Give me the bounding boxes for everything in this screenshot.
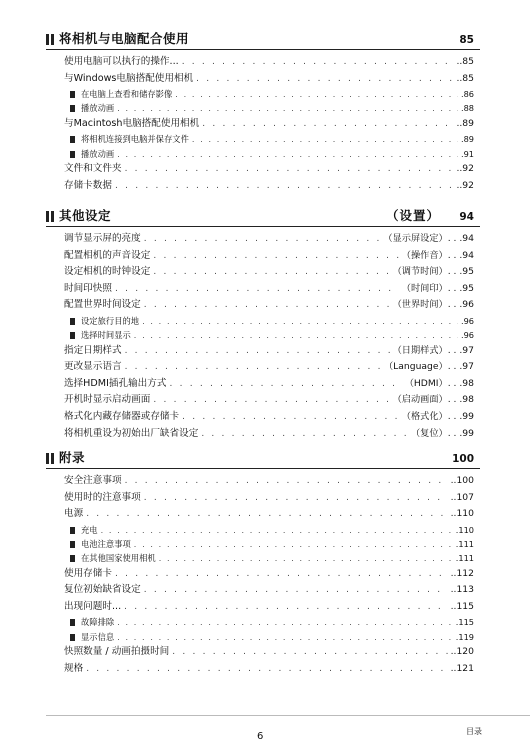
entry-title: 电源 bbox=[64, 508, 84, 520]
entry-title: 配置世界时间设定 bbox=[64, 299, 141, 311]
toc-entry[interactable] bbox=[64, 359, 474, 376]
entry-title: 在其他国家使用相机 bbox=[81, 553, 156, 564]
dot-leader bbox=[182, 409, 399, 426]
bullet-icon bbox=[70, 555, 75, 562]
toc-entry[interactable] bbox=[64, 231, 474, 248]
toc-entry[interactable] bbox=[64, 392, 474, 409]
entry-title: 调节显示屏的亮度 bbox=[64, 233, 141, 244]
entry-title: 存储卡数据 bbox=[64, 179, 112, 191]
entry-page-number: .89 bbox=[460, 134, 474, 145]
toc-subentry[interactable] bbox=[64, 615, 474, 629]
dot-leader bbox=[201, 426, 408, 443]
dot-leader bbox=[144, 231, 381, 248]
dot-leader bbox=[153, 248, 398, 265]
dot-leader bbox=[182, 54, 454, 71]
toc-entry[interactable] bbox=[64, 54, 474, 71]
entry-page-number: ..113 bbox=[450, 584, 474, 596]
bullet-icon bbox=[70, 541, 75, 548]
toc-subentry[interactable] bbox=[64, 630, 474, 644]
entry-page-number: （日期样式）. . .97 bbox=[392, 344, 474, 356]
entry-title: 出现问题时... bbox=[64, 600, 122, 612]
section-label: （设置） bbox=[385, 208, 440, 223]
entry-title: 播放动画 bbox=[81, 148, 115, 159]
entry-page-number: .119 bbox=[455, 631, 474, 642]
entry-page-number: ..92 bbox=[456, 162, 474, 174]
entry-page-number: .111 bbox=[455, 539, 474, 550]
entry-title: 选择HDMI插孔输出方式 bbox=[64, 377, 167, 389]
entry-page-number: ..120 bbox=[450, 646, 474, 658]
entry-page-number: （复位）. . .99 bbox=[410, 427, 474, 439]
dot-leader bbox=[125, 161, 454, 178]
section-page-number: 94 bbox=[459, 211, 474, 223]
entry-title: 与Windows电脑搭配使用相机 bbox=[64, 72, 194, 84]
entry-title: 规格 bbox=[64, 662, 84, 674]
section-title: 其他设定 bbox=[59, 208, 112, 223]
footer-toc-link[interactable]: 目录 bbox=[466, 727, 482, 736]
bullet-icon bbox=[70, 527, 75, 534]
toc-entry[interactable] bbox=[64, 566, 474, 583]
entry-page-number: ..100 bbox=[450, 475, 474, 486]
section-marker-icon bbox=[46, 34, 54, 45]
entry-title: 与Macintosh电脑搭配使用相机 bbox=[64, 117, 200, 129]
entry-title: 电池注意事项 bbox=[81, 539, 131, 550]
section-page-number: 85 bbox=[459, 34, 474, 46]
section-marker-icon bbox=[46, 211, 54, 222]
dot-leader bbox=[196, 71, 453, 88]
entry-page-number: ..85 bbox=[456, 56, 474, 67]
entry-title: 安全注意事项 bbox=[64, 475, 122, 486]
toc-entry[interactable] bbox=[64, 248, 474, 265]
footer-divider bbox=[46, 715, 530, 716]
entry-page-number: ..121 bbox=[450, 662, 474, 674]
dot-leader bbox=[125, 359, 381, 376]
section-entries bbox=[46, 469, 480, 677]
dot-leader bbox=[175, 88, 458, 102]
dot-leader bbox=[144, 582, 448, 599]
section-header bbox=[46, 449, 480, 469]
entry-page-number: （调节时间）. . .95 bbox=[392, 266, 474, 278]
dot-leader bbox=[153, 264, 389, 281]
entry-title: 时间印快照 bbox=[64, 282, 112, 294]
entry-page-number: （HDMI）. . .98 bbox=[404, 377, 474, 389]
entry-title: 快照数量 / 动画拍摄时间 bbox=[64, 646, 170, 658]
dot-leader bbox=[144, 297, 390, 314]
entry-page-number: .115 bbox=[455, 617, 474, 628]
section-header bbox=[46, 30, 480, 50]
toc-entry[interactable] bbox=[64, 343, 474, 360]
dot-leader bbox=[153, 392, 389, 409]
dot-leader bbox=[86, 661, 447, 678]
entry-title: 故障排除 bbox=[81, 617, 115, 628]
dot-leader bbox=[117, 616, 453, 630]
entry-title: 设定相机的时钟设定 bbox=[64, 266, 151, 278]
section-header bbox=[46, 207, 480, 227]
entry-page-number: ..92 bbox=[456, 179, 474, 191]
entry-title: 使用时的注意事项 bbox=[64, 491, 141, 503]
entry-page-number: .88 bbox=[460, 103, 474, 114]
toc-subentry[interactable] bbox=[64, 551, 474, 565]
section-marker-icon bbox=[46, 453, 54, 464]
entry-title: 充电 bbox=[81, 524, 98, 535]
entry-page-number: ..110 bbox=[450, 508, 474, 520]
dot-leader bbox=[125, 343, 390, 360]
entry-title: 配置相机的声音设定 bbox=[64, 249, 151, 261]
dot-leader bbox=[192, 133, 458, 147]
bullet-icon bbox=[70, 91, 75, 98]
entry-page-number: （世界时间）. . .96 bbox=[392, 299, 474, 311]
toc-section-settings bbox=[46, 207, 480, 442]
entry-title: 使用电脑可以执行的操作... bbox=[64, 56, 179, 67]
toc-entry[interactable] bbox=[64, 161, 474, 178]
bullet-icon bbox=[70, 318, 75, 325]
entry-page-number: （操作音）. . .94 bbox=[401, 249, 474, 261]
entry-title: 开机时显示启动画面 bbox=[64, 394, 151, 406]
entry-page-number: （格式化）. . .99 bbox=[401, 410, 474, 422]
entry-title: 将相机连接到电脑并保存文件 bbox=[81, 134, 189, 145]
entry-page-number: .86 bbox=[460, 89, 474, 100]
entry-title: 在电脑上查看和储存影像 bbox=[81, 89, 173, 100]
entry-title: 选择时间显示 bbox=[81, 330, 131, 341]
entry-page-number: ..89 bbox=[456, 117, 474, 129]
entry-page-number: （时间印）. . .95 bbox=[401, 282, 474, 294]
entry-page-number: ..112 bbox=[450, 567, 474, 579]
entry-page-number: .91 bbox=[460, 148, 474, 159]
toc-entry[interactable] bbox=[64, 281, 474, 298]
toc-entry[interactable] bbox=[64, 297, 474, 314]
entry-page-number: ..107 bbox=[450, 491, 474, 503]
bullet-icon bbox=[70, 151, 75, 158]
dot-leader bbox=[115, 281, 399, 298]
entry-title: 使用存储卡 bbox=[64, 567, 112, 579]
bullet-icon bbox=[70, 332, 75, 339]
toc-entry[interactable] bbox=[64, 426, 474, 443]
toc-section-computer bbox=[46, 30, 480, 194]
dot-leader bbox=[134, 538, 453, 552]
toc-entry[interactable] bbox=[64, 376, 474, 393]
bullet-icon bbox=[70, 634, 75, 641]
dot-leader bbox=[202, 116, 453, 133]
entry-page-number: （Language）. . .97 bbox=[383, 361, 474, 373]
toc-entry[interactable] bbox=[64, 490, 474, 507]
bullet-icon bbox=[70, 136, 75, 143]
entry-title: 复位初始缺省设定 bbox=[64, 584, 141, 596]
toc-entry[interactable] bbox=[64, 473, 474, 490]
entry-page-number: （启动画面）. . .98 bbox=[392, 394, 474, 406]
entry-title: 设定旅行目的地 bbox=[81, 315, 140, 326]
dot-leader bbox=[117, 148, 458, 162]
toc-subentry[interactable] bbox=[64, 314, 474, 328]
toc-entry[interactable] bbox=[64, 116, 474, 133]
section-title: 附录 bbox=[59, 450, 86, 465]
toc-entry[interactable] bbox=[64, 506, 474, 523]
section-entries bbox=[46, 227, 480, 442]
dot-leader bbox=[86, 506, 447, 523]
bullet-icon bbox=[70, 619, 75, 626]
dot-leader bbox=[115, 178, 453, 195]
entry-title: 显示信息 bbox=[81, 631, 115, 642]
entry-page-number: ..115 bbox=[450, 600, 474, 612]
entry-page-number: .111 bbox=[455, 553, 474, 564]
entry-title: 指定日期样式 bbox=[64, 344, 122, 356]
footer-page-number: 6 bbox=[257, 731, 264, 742]
toc-entry[interactable] bbox=[64, 71, 474, 88]
section-page-number: 100 bbox=[452, 453, 474, 465]
dot-leader bbox=[117, 102, 458, 116]
toc-subentry[interactable] bbox=[64, 101, 474, 115]
toc-subentry[interactable] bbox=[64, 147, 474, 161]
dot-leader bbox=[144, 490, 448, 507]
entry-page-number: .96 bbox=[460, 330, 474, 341]
dot-leader bbox=[142, 315, 458, 329]
entry-page-number: .96 bbox=[460, 315, 474, 326]
toc-entry[interactable] bbox=[64, 644, 474, 661]
toc-entry[interactable] bbox=[64, 178, 474, 195]
toc-entry[interactable] bbox=[64, 599, 474, 616]
dot-leader bbox=[172, 644, 447, 661]
entry-title: 播放动画 bbox=[81, 103, 115, 114]
toc-section-appendix bbox=[46, 449, 480, 677]
entry-title: 文件和文件夹 bbox=[64, 162, 122, 174]
toc-entry[interactable] bbox=[64, 661, 474, 678]
dot-leader bbox=[159, 552, 453, 566]
toc-subentry[interactable] bbox=[64, 328, 474, 342]
toc-subentry[interactable] bbox=[64, 132, 474, 146]
section-title: 将相机与电脑配合使用 bbox=[59, 31, 190, 46]
toc-subentry[interactable] bbox=[64, 87, 474, 101]
entry-title: 更改显示语言 bbox=[64, 361, 122, 373]
bullet-icon bbox=[70, 105, 75, 112]
toc-subentry[interactable] bbox=[64, 523, 474, 537]
dot-leader bbox=[134, 329, 458, 343]
section-entries bbox=[46, 50, 480, 194]
entry-title: 将相机重设为初始出厂缺省设定 bbox=[64, 427, 199, 439]
dot-leader bbox=[115, 566, 448, 583]
dot-leader bbox=[125, 473, 448, 490]
toc-entry[interactable] bbox=[64, 582, 474, 599]
toc-entry[interactable] bbox=[64, 409, 474, 426]
toc-entry[interactable] bbox=[64, 264, 474, 281]
entry-page-number: ..85 bbox=[456, 72, 474, 84]
dot-leader bbox=[117, 631, 453, 645]
dot-leader bbox=[124, 599, 447, 616]
entry-page-number: .110 bbox=[455, 524, 474, 535]
toc-subentry[interactable] bbox=[64, 537, 474, 551]
dot-leader bbox=[101, 524, 453, 538]
dot-leader bbox=[169, 376, 401, 393]
entry-page-number: （显示屏设定）. . .94 bbox=[383, 233, 474, 244]
entry-title: 格式化内藏存储器或存储卡 bbox=[64, 410, 180, 422]
